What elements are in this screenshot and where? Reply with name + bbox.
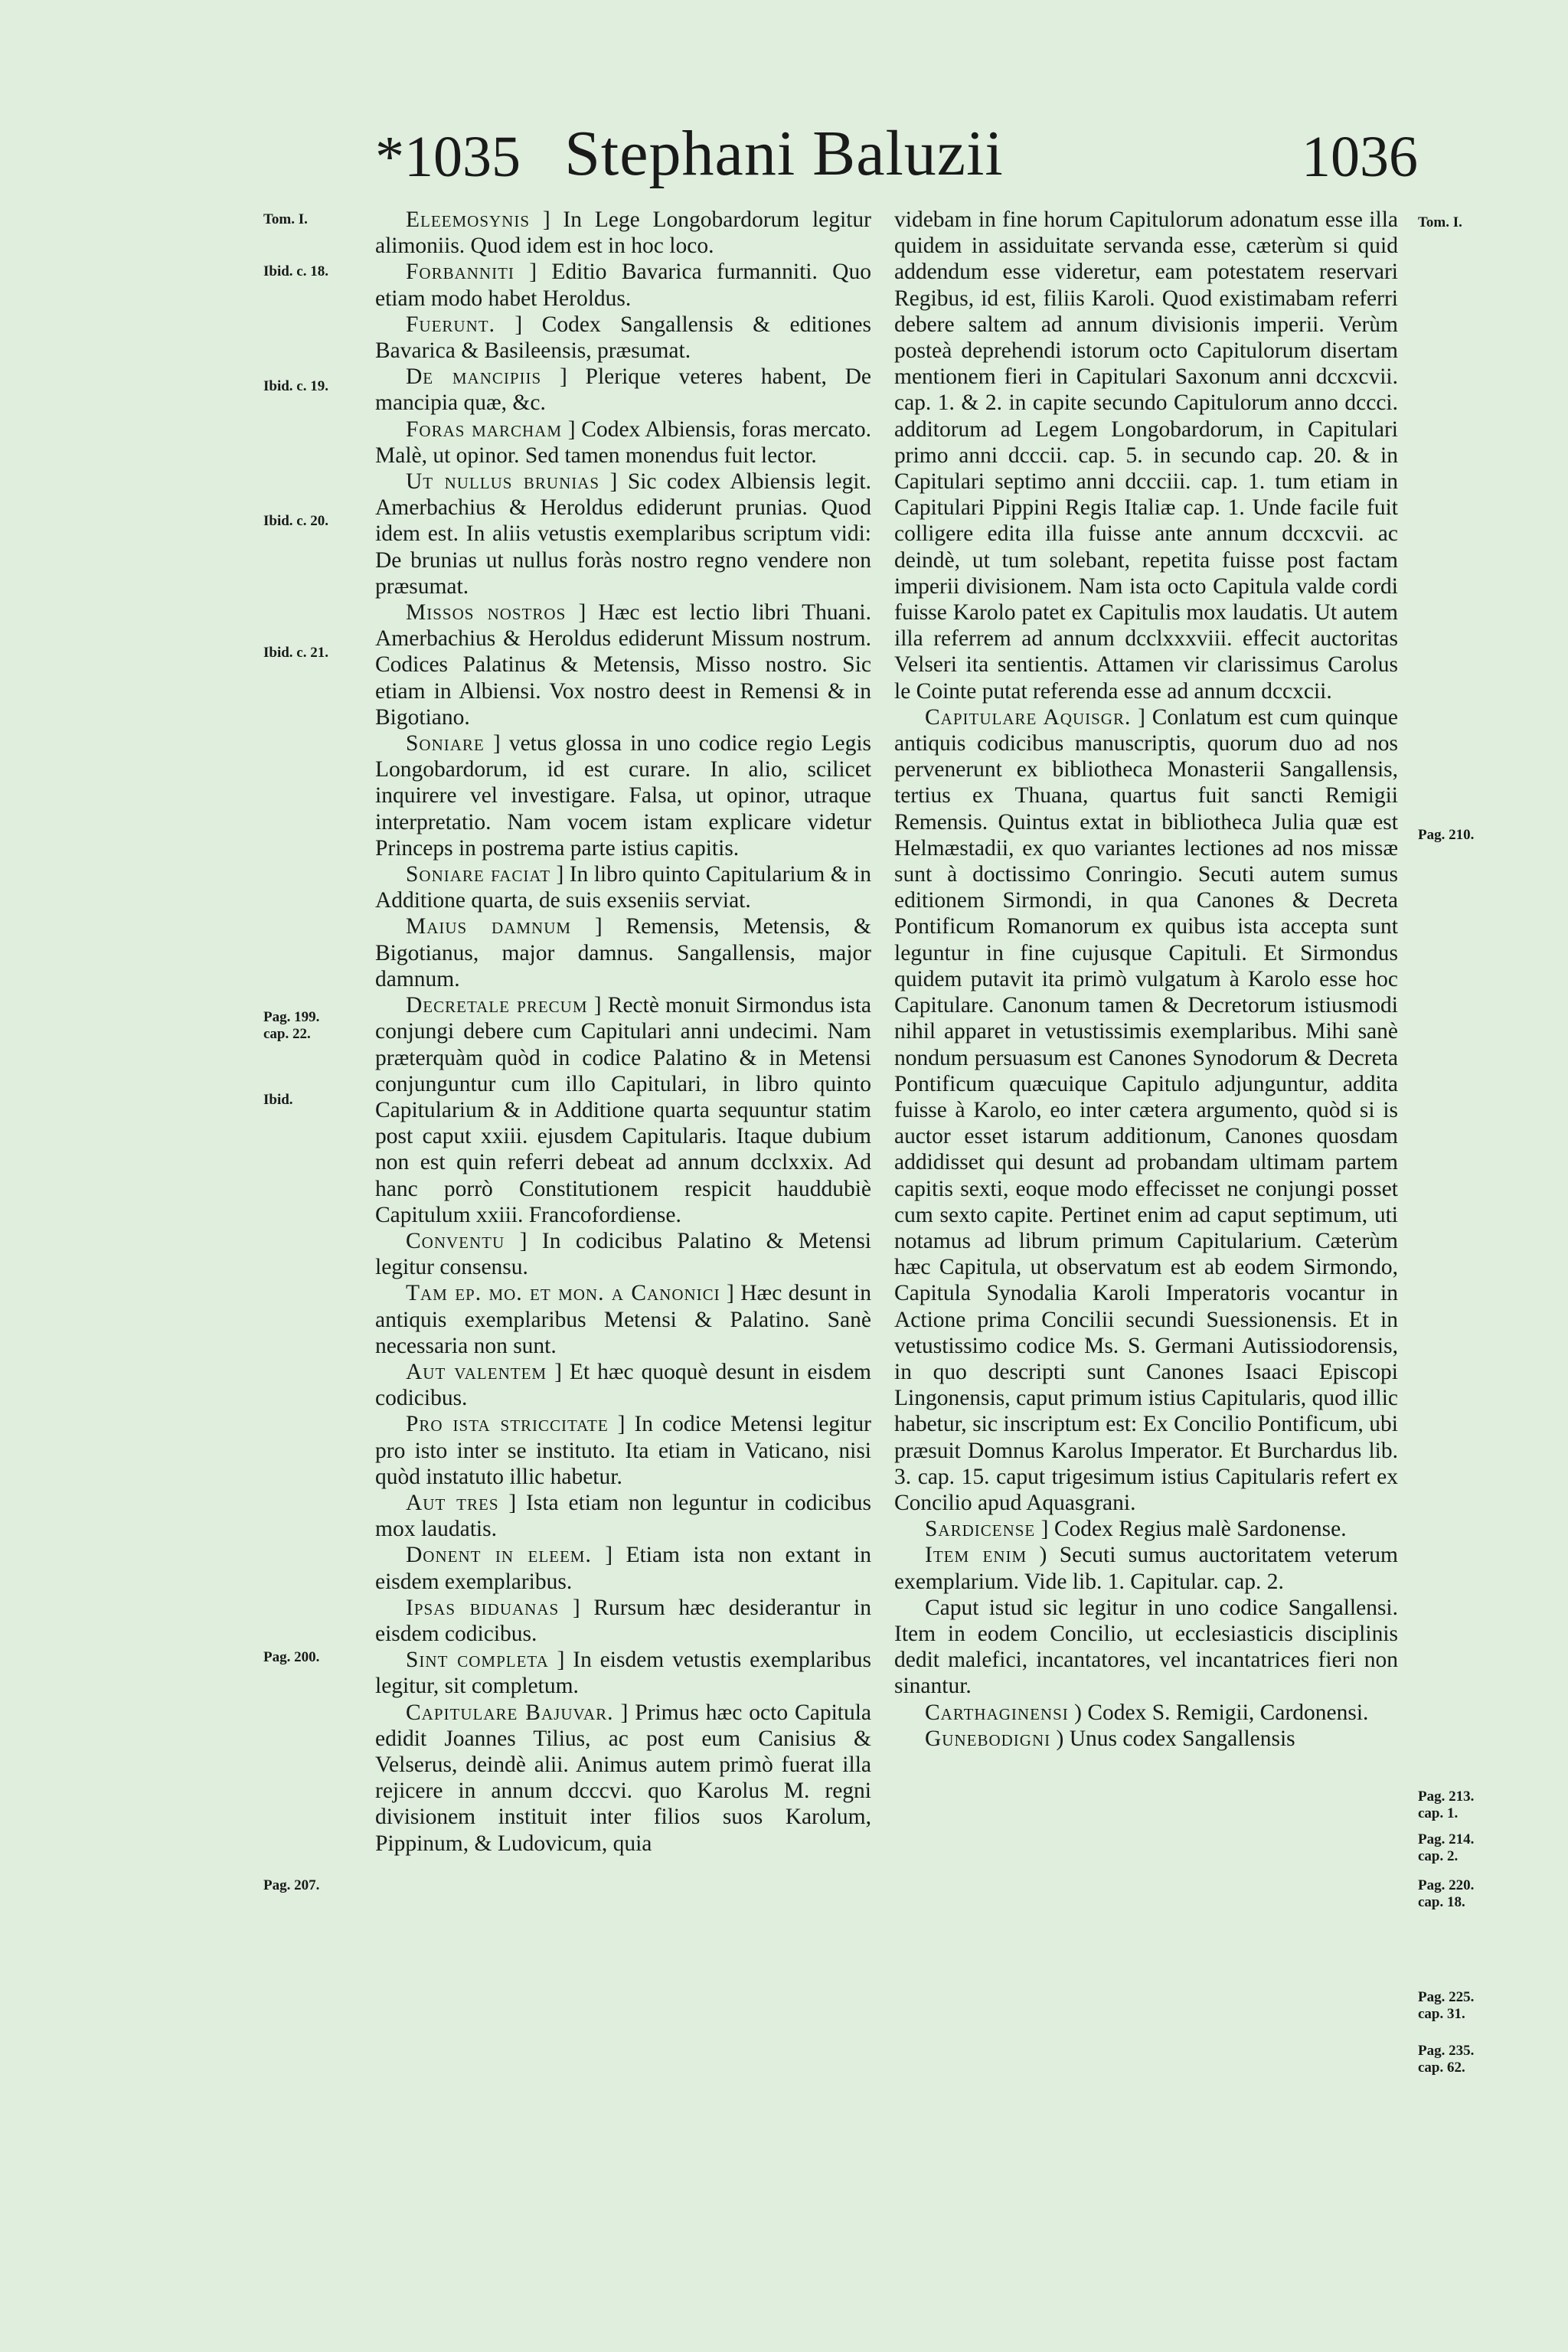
margin-note-right: Pag. 210. xyxy=(1418,827,1475,843)
margin-note-left: Ibid. c. 18. xyxy=(263,263,328,279)
annotation-entry xyxy=(375,1647,871,1699)
left-page-number: *1035 xyxy=(375,125,521,189)
annotation-entry xyxy=(375,599,871,730)
lemma: Capitulare Aquisgr. xyxy=(925,704,1132,730)
lemma: Foras marcham xyxy=(406,416,562,442)
entry-text: ] Ista etiam non leguntur in codicibus mox laudatis. xyxy=(375,1490,871,1542)
lemma: Forbanniti xyxy=(406,260,514,285)
lemma: Decretale precum xyxy=(406,993,588,1018)
margin-note-left: Ibid. xyxy=(263,1092,293,1108)
entry-text: ) Secuti sumus auctoritatem veterum exemplarium. Vide lib. 1. Capitular. cap. 2. xyxy=(894,1543,1399,1594)
lemma: Ipsas biduanas xyxy=(406,1595,560,1620)
lemma: Fuerunt. xyxy=(406,312,495,337)
annotation-entry xyxy=(894,207,1398,704)
margin-note-left: Tom. I. xyxy=(263,211,308,227)
entry-text: ] In libro quinto Capitularium & in Additione quarta, de suis exseniis serviat. xyxy=(375,862,871,913)
lemma: Capitulare Bajuvar. xyxy=(406,1700,614,1725)
annotation-entry xyxy=(375,861,871,913)
entry-text: ] In codice Metensi legitur pro isto inter se instituto. Ita etiam in Vaticano, nisi quòd instatuto illic habetur. xyxy=(375,1412,872,1489)
entry-text: ] Sic codex Albiensis legit. Amerbachius & Heroldus ediderunt prunias. Quod idem est. In aliis vetustis exemplaribus scriptum vidi: De brunias ut nullus foràs nostro regno vendere non præsumat. xyxy=(375,469,871,599)
annotation-entry xyxy=(375,1280,871,1359)
annotation-entry xyxy=(375,416,871,469)
running-header xyxy=(0,116,1568,201)
left-column xyxy=(375,207,871,1857)
margin-note-left: Pag. 200. xyxy=(263,1649,320,1665)
margin-note-right: Pag. 220. xyxy=(1418,1877,1475,1893)
annotation-entry xyxy=(375,1490,871,1542)
entry-text: videbam in fine horum Capitulorum adonatum esse illa quidem in assiduitate servanda esse, cæterùm si quid addendum esse videretur, eam potestatem reservari Regibus, id est, filiis Karoli. Quod existimabam referri debere saltem ad annum divisionis imperii. Verùm posteà deprehendi istorum octo Capitulorum disertam mentionem fieri in Capitulari Saxonum anni dccxcvii. cap. 1. & 2. in capite secundo Capitulorum anno dccci. additorum ad Legem Longobardorum, in Capitulari primo anni dcccii. cap. 5. in secundo cap. 20. & in Capitulari septimo anni dccciii. cap. 1. tum etiam in Capitulari Pippini Regis Italiæ cap. 1. Unde facile fuit colligere edita illa fuisse ante annum dccxcvii. ac deindè, ut tum solebant, repetita fuisse post factam imperii divisionem. Nam ista octo Capitula valde cordi fuisse Karolo patet ex Capitulis mox laudatis. Ut autem illa referrem ad annum dcclxxxviii. effecit auctoritas Velseri ita sentientis. Attamen vir clarissimus Carolus le Cointe putat referenda esse ad annum dccxcii. xyxy=(894,207,1398,704)
annotation-entry xyxy=(375,1542,871,1594)
entry-text: Caput istud sic legitur in uno codice Sangallensi. Item in eodem Concilio, ut ecclesiasticis disciplinis dedit malefici, incantatores, vel incantatrices fieri non sinantur. xyxy=(894,1595,1398,1699)
right-column xyxy=(894,207,1398,1752)
margin-note-left: Ibid. c. 21. xyxy=(263,645,328,661)
lemma: Aut valentem xyxy=(406,1359,547,1384)
annotation-entry xyxy=(375,469,871,599)
margin-note-left: Pag. 207. xyxy=(263,1877,320,1893)
entry-text: ] Plerique veteres habent, De mancipia quæ, &c. xyxy=(375,364,872,416)
entry-text: ) Unus codex Sangallensis xyxy=(1056,1726,1295,1751)
annotation-entry xyxy=(894,1700,1398,1726)
annotation-entry xyxy=(375,1595,871,1647)
margin-note-right: cap. 2. xyxy=(1418,1848,1459,1864)
lemma: Item enim xyxy=(925,1543,1027,1568)
margin-note-right: cap. 1. xyxy=(1418,1805,1459,1821)
annotation-entry xyxy=(894,704,1398,1516)
lemma: Ut nullus brunias xyxy=(406,469,600,495)
margin-note-right: Pag. 214. xyxy=(1418,1831,1475,1847)
lemma: Pro ista striccitate xyxy=(406,1412,609,1437)
annotation-entry xyxy=(894,1516,1398,1542)
lemma: Soniare xyxy=(406,731,485,756)
margin-note-right: cap. 18. xyxy=(1418,1894,1465,1910)
lemma: Sint completa xyxy=(406,1648,549,1673)
lemma: Soniare faciat xyxy=(406,862,551,887)
entry-text: ] Codex Regius malè Sardonense. xyxy=(1040,1517,1347,1542)
entry-text: ] Hæc desunt in antiquis exemplaribus Metensi & Palatino. Sanè necessaria non sunt. xyxy=(375,1281,872,1358)
lemma: Gunebodigni xyxy=(925,1726,1051,1751)
margin-note-right: Tom. I. xyxy=(1418,214,1462,230)
running-title: Stephani Baluzii xyxy=(564,118,1004,189)
entry-text: ] Et hæc quoquè desunt in eisdem codicibus. xyxy=(375,1359,871,1411)
lemma: Conventu xyxy=(406,1228,505,1253)
margin-note-left: Ibid. c. 20. xyxy=(263,513,328,529)
margin-note-right: cap. 31. xyxy=(1418,2006,1465,2022)
entry-text: ] Editio Bavarica furmanniti. Quo etiam modo habet Heroldus. xyxy=(375,260,871,311)
lemma: Aut tres xyxy=(406,1490,499,1515)
annotation-entry xyxy=(375,913,871,992)
annotation-entry xyxy=(375,364,871,416)
entry-text: ] Codex Albiensis, foras mercato. Malè, ut opinor. Sed tamen monendus fuit lector. xyxy=(375,416,871,468)
lemma: Tam ep. mo. et mon. a Canonici xyxy=(406,1281,720,1306)
right-page-number: 1036 xyxy=(1302,125,1418,189)
annotation-entry xyxy=(375,730,871,861)
margin-note-right: cap. 62. xyxy=(1418,2060,1465,2076)
margin-note-left: Ibid. c. 19. xyxy=(263,378,328,394)
entry-text: ] In eisdem vetustis exemplaribus legitur, sit completum. xyxy=(375,1648,872,1699)
annotation-entry xyxy=(894,1542,1398,1594)
margin-note-right: Pag. 235. xyxy=(1418,2043,1475,2059)
lemma: Carthaginensi xyxy=(925,1700,1069,1725)
annotation-entry xyxy=(894,1726,1398,1752)
annotation-entry xyxy=(894,1595,1398,1700)
lemma: Donent in eleem. xyxy=(406,1543,592,1568)
entry-text: ) Codex S. Remigii, Cardonensi. xyxy=(1074,1700,1369,1725)
entry-text: ] Etiam ista non extant in eisdem exemplaribus. xyxy=(375,1543,871,1594)
lemma: De mancipiis xyxy=(406,364,542,390)
entry-text: ] Remensis, Metensis, & Bigotianus, major damnus. Sangallensis, major damnum. xyxy=(375,914,871,991)
annotation-entry xyxy=(375,259,871,311)
margin-note-left: Pag. 199. xyxy=(263,1009,320,1025)
entry-text: ] Rursum hæc desiderantur in eisdem codicibus. xyxy=(375,1595,871,1646)
entry-text: ] In Lege Longobardorum legitur alimoniis. Quod idem est in hoc loco. xyxy=(375,207,871,259)
entry-text: ] Hæc est lectio libri Thuani. Amerbachius & Heroldus ediderunt Missum nostrum. Codices Palatinus & Metensis, Misso nostro. Sic etiam in Albiensi. Vox nostro deest in Remensi & in Bigotiano. xyxy=(375,600,872,730)
entry-text: ] In codicibus Palatino & Metensi legitur consensu. xyxy=(375,1228,872,1280)
annotation-entry xyxy=(375,1700,871,1857)
lemma: Missos nostros xyxy=(406,600,567,626)
margin-note-right: Pag. 225. xyxy=(1418,1989,1475,2005)
lemma: Eleemosynis xyxy=(406,207,531,232)
margin-note-right: Pag. 213. xyxy=(1418,1788,1475,1805)
annotation-entry xyxy=(375,207,871,259)
entry-text: ] Codex Sangallensis & editiones Bavarica & Basileensis, præsumat. xyxy=(375,312,871,364)
annotation-entry xyxy=(375,992,871,1228)
annotation-entry xyxy=(375,312,871,364)
annotation-entry xyxy=(375,1228,871,1280)
lemma: Maius damnum xyxy=(406,914,572,939)
entry-text: ] Primus hæc octo Capitula edidit Joannes Tilius, ac post eum Canisius & Velserus, deindè alii. Animus autem primò fuerat illa rejicere in annum dcccvi. quo Karolus M. regni divisionem instituit inter filios suos Karolum, Pippinum, & Ludovicum, quia xyxy=(375,1700,871,1856)
annotation-entry xyxy=(375,1411,871,1490)
entry-text: ] Rectè monuit Sirmondus ista conjungi debere cum Capitulari anni undecimi. Nam præterquàm quòd in codice Palatino & in Metensi conjunguntur cum illo Capitulari, in libro quinto Capitularium & in Additione quarta sequuntur statim post caput xxiii. ejusdem Capitularis. Itaque dubium non est quin referri debeat ad annum dcclxxix. Ad hanc porrò Constitutionem respicit hauddubiè Capitulum xxiii. Francofordiense. xyxy=(375,993,871,1227)
entry-text: ] Conlatum est cum quinque antiquis codicibus manuscriptis, quorum duo ad nos pervenerunt ex bibliotheca Monasterii Sangallensis, tertius ex Thuana, quartus fuit sancti Remigii Remensis. Quintus extat in bibliotheca Julia quæ est Helmæstadii, ex quo variantes lectiones ad nos missæ sunt à doctissimo Conringio. Secuti autem sumus editionem Sirmondi, in qua Canones & Decreta Pontificum Romanorum ex quibus ista accepta sunt leguntur in fine cujusque Capituli. Et Sirmondus quidem putavit ita primò vulgatum à Karolo esse hoc Capitulare. Canonum tamen & Decretorum istiusmodi nihil apparet in vetustissimis exemplaribus. Mihi sanè nondum persuasum est Canones Synodorum & Decreta Pontificum quæcuique Capitulo adjunguntur, addita fuisse à Karolo, eo inter cætera argumento, quòd si is auctor esset istarum additionum, Canones quosdam addidisset qui desunt ad probandam ultimam partem capitis sexti, eoque modo effecisset ne conjungi posset cum sexto capite. Pertinet enim ad caput septimum, uti notamus ad librum primum Capitularium. Cæterùm hæc Capitula, ut observatum est ab eodem Sirmondo, Capitula Synodalia Karoli Imperatoris vocantur in Actione prima Concilii secundi Suessionensis. Et in vetustissimo codice Ms. S. Germani Autissiodorensis, in quo descripti sunt Canones Isaaci Episcopi Lingonensis, caput primum istius Capitularis, quod illic habetur, sic inscriptum est: Ex Concilio Pontificum, ubi præsuit Domnus Karolus Imperator. Et Burchardus lib. 3. cap. 15. caput trigesimum istius Capitularis refert ex Concilio apud Aquasgrani. xyxy=(894,704,1399,1515)
lemma: Sardicense xyxy=(925,1517,1036,1542)
entry-text: ] vetus glossa in uno codice regio Legis Longobardorum, id est curare. In alio, scilicet inquirere vel investigare. Falsa, ut opinor, utraque interpretatio. Nam vocem istam explicare videtur Princeps in postrema parte istius capitis. xyxy=(375,731,872,861)
annotation-entry xyxy=(375,1359,871,1411)
margin-note-left: cap. 22. xyxy=(263,1026,311,1042)
